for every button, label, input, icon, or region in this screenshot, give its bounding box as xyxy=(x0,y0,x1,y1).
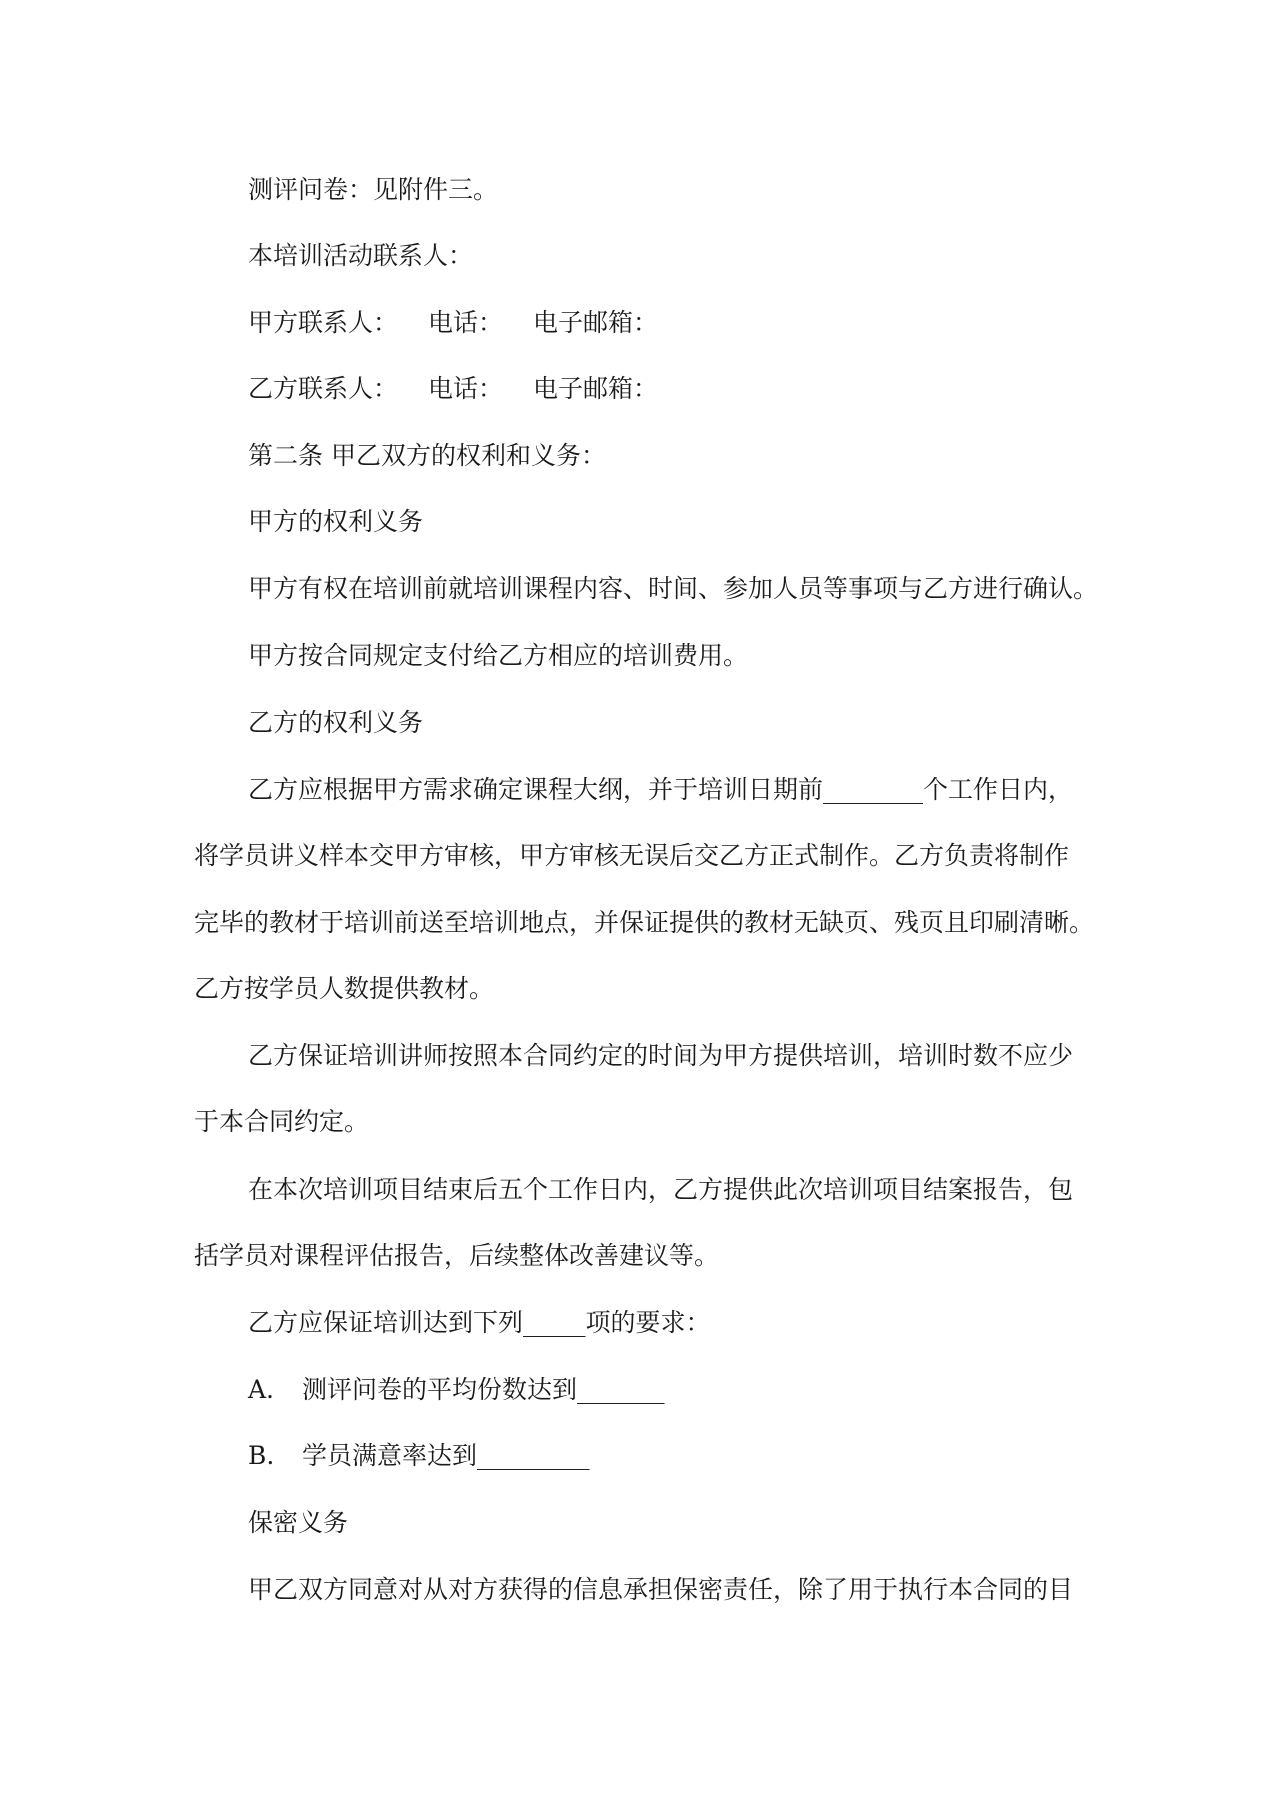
party-b-requirements-line: 乙方应保证培训达到下列_____项的要求： xyxy=(248,1308,711,1337)
party-b-phone-label: 电话： xyxy=(428,374,504,403)
party-a-phone-label: 电话： xyxy=(428,308,504,337)
party-b-report-line-1: 在本次培训项目结束后五个工作日内，乙方提供此次培训项目结案报告，包 xyxy=(248,1175,1074,1204)
party-b-syllabus-line-1: 乙方应根据甲方需求确定课程大纲，并于培训日期前________个工作日内， xyxy=(248,775,1074,804)
requirement-b-text: 学员满意率达到_________ xyxy=(302,1441,590,1470)
questionnaire-line: 测评问卷：见附件三。 xyxy=(248,175,499,204)
party-b-email-label: 电子邮箱： xyxy=(533,374,659,403)
party-a-rights-heading: 甲方的权利义务 xyxy=(248,507,424,536)
article-two-heading: 第二条 甲乙双方的权利和义务： xyxy=(248,441,606,470)
requirement-a xyxy=(248,1357,1148,1423)
party-b-contact-label: 乙方联系人： xyxy=(248,374,399,403)
party-a-contact-line xyxy=(248,290,1148,356)
requirement-a-text: 测评问卷的平均份数达到_______ xyxy=(302,1375,665,1404)
requirement-b xyxy=(248,1423,1148,1489)
party-b-rights-heading: 乙方的权利义务 xyxy=(248,708,424,737)
requirement-a-marker: A. xyxy=(248,1375,275,1404)
party-a-contact-label: 甲方联系人： xyxy=(248,308,399,337)
party-a-email-label: 电子邮箱： xyxy=(533,308,659,337)
contact-heading: 本培训活动联系人： xyxy=(248,241,474,270)
requirement-b-marker: B. xyxy=(248,1441,275,1470)
confidentiality-heading: 保密义务 xyxy=(248,1508,349,1537)
party-b-trainer-line-2: 于本合同约定。 xyxy=(194,1107,370,1136)
confidentiality-line-1: 甲乙双方同意对从对方获得的信息承担保密责任，除了用于执行本合同的目 xyxy=(248,1575,1074,1604)
party-a-right-confirm: 甲方有权在培训前就培训课程内容、时间、参加人员等事项与乙方进行确认。 xyxy=(248,574,1099,603)
party-b-syllabus-line-2: 将学员讲义样本交甲方审核，甲方审核无误后交乙方正式制作。乙方负责将制作 xyxy=(194,841,1070,870)
party-a-right-payment: 甲方按合同规定支付给乙方相应的培训费用。 xyxy=(248,641,749,670)
party-b-contact-line xyxy=(248,356,1148,422)
party-b-syllabus-line-3: 完毕的教材于培训前送至培训地点，并保证提供的教材无缺页、残页且印刷清晰。 xyxy=(194,908,1095,937)
party-b-trainer-line-1: 乙方保证培训讲师按照本合同约定的时间为甲方提供培训，培训时数不应少 xyxy=(248,1041,1074,1070)
party-b-report-line-2: 括学员对课程评估报告，后续整体改善建议等。 xyxy=(194,1241,720,1270)
party-b-syllabus-line-4: 乙方按学员人数提供教材。 xyxy=(194,974,495,1003)
